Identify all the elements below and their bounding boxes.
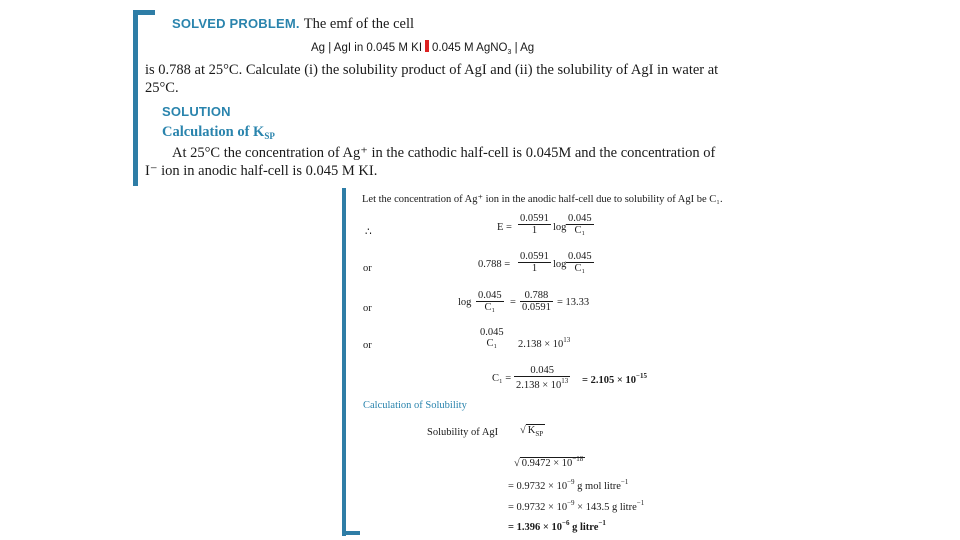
or-2: or bbox=[363, 303, 372, 314]
eq3-log: log bbox=[458, 297, 472, 308]
eq1-frac-a: $\frac{0.0591}{1}$ bbox=[520, 213, 549, 236]
cell-left: Ag | AgI in 0.045 M KI bbox=[311, 42, 423, 54]
eq5-lhs: C₁ = bbox=[492, 373, 512, 384]
eq2-frac-a: $\frac{0.0591}{1}$ bbox=[520, 251, 549, 274]
eq4-value: $2.138 \times 10^{13}$ bbox=[518, 336, 571, 350]
top-bracket-vertical bbox=[133, 10, 138, 186]
problem-line-1: is 0.788 at 25°C. Calculate (i) the solubility product of AgI and (ii) the solubility of AgI in water at bbox=[145, 62, 719, 78]
ksp-heading: Calculation of $K_{SP}$ bbox=[162, 124, 275, 141]
eq1-lhs: E = bbox=[497, 222, 512, 233]
solubility-line-1: = $0.9732 \times 10^{-9}$ g mol litre$^{-1}$ bbox=[508, 478, 629, 492]
eq5-frac: $\frac{0.045}{2.138 \times 10^{13}}$ bbox=[516, 365, 569, 391]
solubility-label: Solubility of AgI bbox=[427, 427, 499, 438]
problem-intro: The emf of the cell bbox=[303, 16, 415, 32]
eq3-frac-a: $\frac{0.045}{\text{C₁}}$ bbox=[478, 290, 502, 313]
eq1-frac-b: $\frac{0.045}{\text{C₁}}$ bbox=[568, 213, 592, 236]
eq1-log: log bbox=[553, 222, 567, 233]
eq5-result: = $2.105 \times 10^{-15}$ bbox=[582, 372, 647, 386]
or-1: or bbox=[363, 263, 372, 274]
eq2-frac-b: $\frac{0.045}{\text{C₁}}$ bbox=[568, 251, 592, 274]
eq3-equals: = bbox=[510, 297, 516, 308]
top-bracket-tick bbox=[133, 10, 155, 15]
problem-title bbox=[172, 15, 414, 33]
solubility-line-2: = $0.9732 \times 10^{-9} \times 143.5$ g litre$^{-1}$ bbox=[508, 499, 645, 513]
solution-label: SOLUTION bbox=[162, 104, 231, 119]
ksp-root: √ $K_{SP}$ bbox=[520, 425, 544, 438]
eq3-result: = 13.33 bbox=[557, 297, 590, 308]
salt-bridge-marker bbox=[425, 40, 429, 52]
eq2-lhs: 0.788 = bbox=[478, 259, 511, 270]
problem-line-2: 25°C. bbox=[145, 80, 179, 96]
root-value: √ $0.9472 \times 10^{-18}$ bbox=[514, 455, 584, 469]
eq2-log: log bbox=[553, 259, 567, 270]
eq4-frac: 0.045 C₁ bbox=[480, 327, 504, 349]
solubility-line-3: = $1.396 \times 10^{-6}$ g litre$^{-1}$ bbox=[508, 519, 606, 533]
cell-notation: Ag | AgI in 0.045 M KI 0.045 M AgNO$_3$ | Ag bbox=[311, 42, 535, 56]
solved-problem-label: SOLVED PROBLEM. bbox=[172, 16, 300, 31]
bottom-bracket-tick bbox=[342, 531, 360, 535]
eq3-frac-b: $\frac{0.788}{0.0591}$ bbox=[522, 290, 551, 313]
or-3: or bbox=[363, 340, 372, 351]
solution-para-1: At 25°C the concentration of Ag⁺ in the cathodic half-cell is 0.045M and the concentration of bbox=[172, 145, 716, 161]
therefore-symbol: ∴ bbox=[365, 227, 372, 238]
solution-para-2: I⁻ ion in anodic half-cell is 0.045 M KI. bbox=[145, 163, 378, 179]
bottom-bracket-vertical bbox=[342, 188, 346, 536]
solubility-heading: Calculation of Solubility bbox=[363, 400, 467, 411]
derivation-intro: Let the concentration of Ag⁺ ion in the anodic half-cell due to solubility of AgI be C₁. bbox=[362, 194, 723, 205]
cell-right: 0.045 M AgNO bbox=[432, 42, 508, 54]
cell-end: | Ag bbox=[514, 42, 535, 54]
